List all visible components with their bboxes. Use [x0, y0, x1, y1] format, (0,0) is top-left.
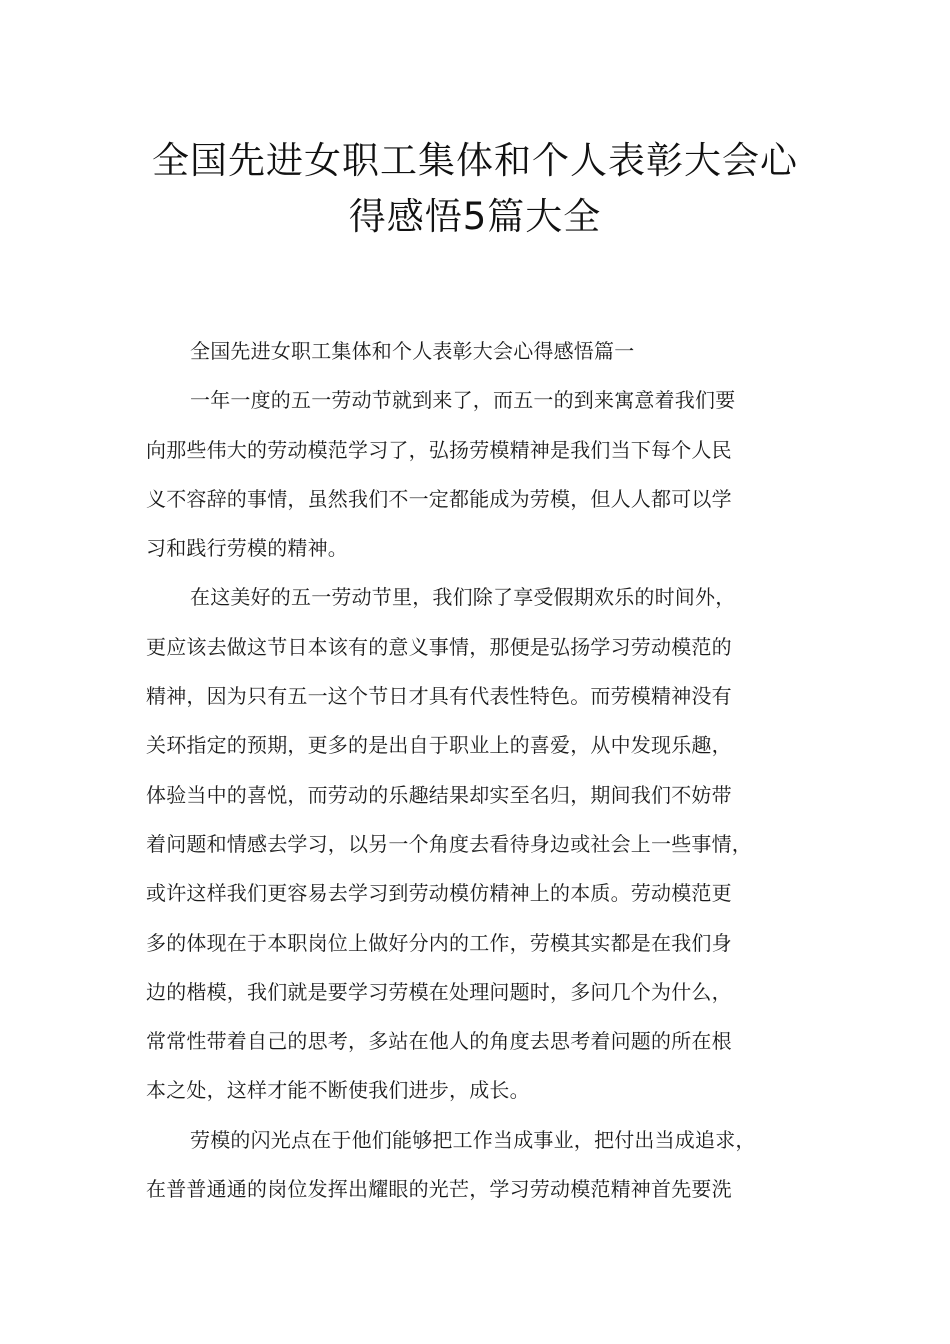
title-line-2: 得感悟5篇大全 [348, 195, 602, 238]
text-line: 习和践行劳模的精神。 [146, 536, 348, 561]
text-line: 或许这样我们更容易去学习到劳动模仿精神上的本质。劳动模范更 [146, 881, 732, 906]
text-line: 精神，因为只有五一这个节日才具有代表性特色。而劳模精神没有 [146, 684, 732, 709]
text-line: 更应该去做这节日本该有的意义事情，那便是弘扬学习劳动模范的 [146, 634, 732, 659]
text-line: 向那些伟大的劳动模范学习了，弘扬劳模精神是我们当下每个人民 [146, 437, 732, 462]
text-line: 着问题和情感去学习，以另一个角度去看待身边或社会上一些事情， [146, 831, 752, 856]
text-line: 劳模的闪光点在于他们能够把工作当成事业，把付出当成追求， [190, 1127, 756, 1152]
text-line: 体验当中的喜悦，而劳动的乐趣结果却实至名归，期间我们不妨带 [146, 782, 732, 807]
text-line: 常常性带着自己的思考，多站在他人的角度去思考着问题的所在根 [146, 1029, 732, 1054]
text-line: 多的体现在于本职岗位上做好分内的工作，劳模其实都是在我们身 [146, 930, 732, 955]
document-body [146, 327, 826, 1214]
text-line: 义不容辞的事情，虽然我们不一定都能成为劳模，但人人都可以学 [146, 486, 732, 511]
text-line: 全国先进女职工集体和个人表彰大会心得感悟篇一 [190, 339, 635, 363]
document-title [120, 133, 830, 245]
text-line: 在这美好的五一劳动节里，我们除了享受假期欢乐的时间外， [190, 585, 736, 610]
text-line: 一年一度的五一劳动节就到来了，而五一的到来寓意着我们要 [190, 388, 736, 413]
text-line: 边的楷模，我们就是要学习劳模在处理问题时，多问几个为什么， [146, 979, 732, 1004]
text-line: 在普普通通的岗位发挥出耀眼的光芒，学习劳动模范精神首先要洗 [146, 1177, 732, 1202]
text-line: 关环指定的预期，更多的是出自于职业上的喜爱，从中发现乐趣， [146, 733, 732, 758]
title-line-1: 全国先进女职工集体和个人表彰大会心 [152, 139, 798, 182]
text-line: 本之处，这样才能不断使我们进步，成长。 [146, 1078, 530, 1103]
